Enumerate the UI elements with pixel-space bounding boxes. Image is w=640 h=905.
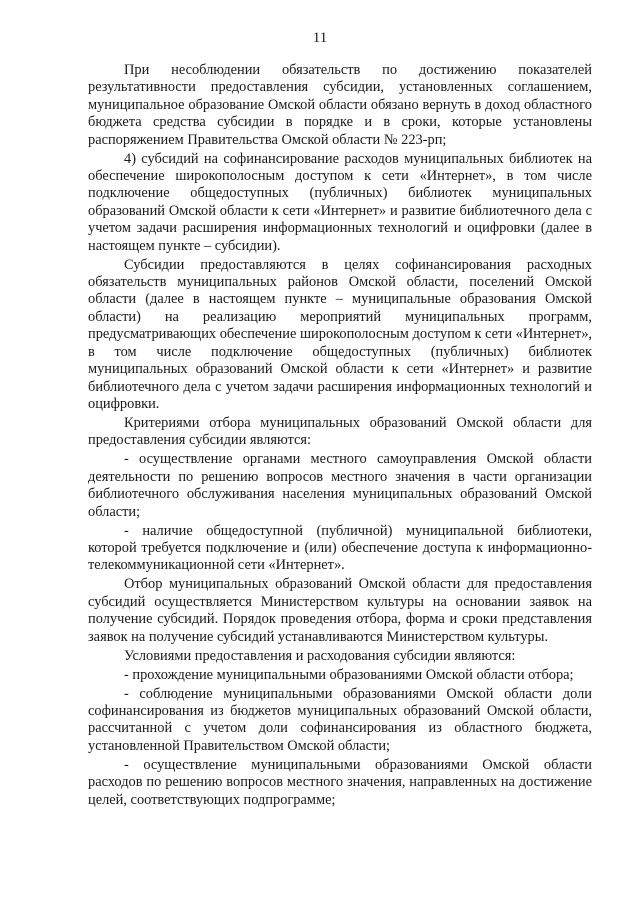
list-item-condition-3: - осуществление муниципальными образованиями Омской области расходов по решению вопросов местного значения, направленных на достижение целей, соответствующих подпрограмме; [88,756,592,808]
list-item-criterion-2: - наличие общедоступной (публичной) муниципальной библиотеки, которой требуется подключение и (или) обеспечение доступа к информационно-телекоммуникационной сети «Интернет». [88,522,592,574]
page-number: 11 [312,30,328,46]
document-body [88,62,592,811]
paragraph-selection-procedure: Отбор муниципальных образований Омской области для предоставления субсидий осуществляется Министерством культуры на основании заявок на получение субсидий. Порядок проведения отбора, форма и сроки представления заявок на получение субсидий устанавливаются Министерством культуры. [88,576,592,645]
list-item-condition-2: - соблюдение муниципальными образованиями Омской области доли софинансирования из бюджетов муниципальных образований Омской области, рассчитанной с учетом доли софинансирования из областного бюджета, установленной Правительством Омской области; [88,685,592,754]
paragraph-subsidy-4: 4) субсидий на софинансирование расходов муниципальных библиотек на обеспечение широкополосным доступом к сети «Интернет», в том числе подключение общедоступных (публичных) библиотек муниципальных образований Омской области к сети «Интернет» и развитие библиотечного дела с учетом задачи расширения информационных технологий и оцифровки (далее в настоящем пункте – субсидии). [88,150,592,254]
paragraph-conditions: Условиями предоставления и расходования субсидии являются: [124,647,516,664]
list-item-condition-1: - прохождение муниципальными образованиями Омской области отбора; [124,666,574,683]
list-item-criterion-1: - осуществление органами местного самоуправления Омской области деятельности по решению вопросов местного значения в части организации библиотечного обслуживания населения муниципальных образований Омской области; [88,451,592,520]
paragraph-refund-obligation: При несоблюдении обязательств по достижению показателей результативности предоставления субсидии, установленных соглашением, муниципальное образование Омской области обязано вернуть в доход областного бюджета средства субсидии в порядке и в сроки, которые установлены распоряжением Правительства Омской области № 223-рп; [88,62,592,148]
paragraph-selection-criteria: Критериями отбора муниципальных образований Омской области для предоставления субсидии являются: [88,414,592,449]
paragraph-subsidy-purpose: Субсидии предоставляются в целях софинансирования расходных обязательств муниципальных районов Омской области, поселений Омской области (далее в настоящем пункте – муниципальные образования Омской области) на реализацию мероприятий муниципальных программ, предусматривающих обеспечение широкополосным доступом к сети «Интернет», в том числе подключение общедоступных (публичных) библиотек муниципальных образований Омской области к сети «Интернет» и развитие библиотечного дела с учетом задачи расширения информационных технологий и оцифровки. [88,256,592,412]
